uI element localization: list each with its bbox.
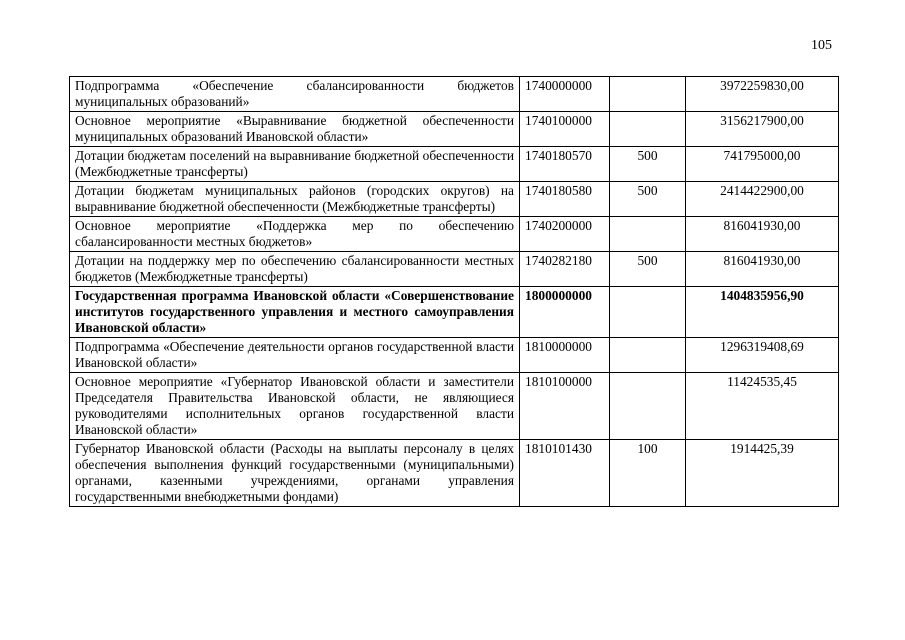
amount-cell: 3156217900,00 xyxy=(686,112,839,147)
target-code-cell: 1740100000 xyxy=(520,112,610,147)
expense-kind-cell xyxy=(610,338,686,373)
item-name-cell: Основное мероприятие «Поддержка мер по обеспечению сбалансированности местных бюджетов» xyxy=(70,217,520,252)
table-row xyxy=(70,77,839,112)
item-name-cell: Губернатор Ивановской области (Расходы на выплаты персоналу в целях обеспечения выполнения функций государственными (муниципальными) органами, казенными учреждениями, органами управления государственными внебюджетными фондами) xyxy=(70,440,520,507)
amount-cell: 2414422900,00 xyxy=(686,182,839,217)
item-name-cell: Подпрограмма «Обеспечение сбалансированности бюджетов муниципальных образований» xyxy=(70,77,520,112)
expense-kind-cell: 100 xyxy=(610,440,686,507)
target-code-cell: 1810000000 xyxy=(520,338,610,373)
expense-kind-cell xyxy=(610,373,686,440)
budget-table xyxy=(69,76,839,507)
target-code-cell: 1740200000 xyxy=(520,217,610,252)
amount-cell: 741795000,00 xyxy=(686,147,839,182)
expense-kind-cell xyxy=(610,287,686,338)
table-row xyxy=(70,373,839,440)
table-row xyxy=(70,147,839,182)
table-row xyxy=(70,112,839,147)
item-name-cell: Дотации бюджетам поселений на выравнивание бюджетной обеспеченности (Межбюджетные трансферты) xyxy=(70,147,520,182)
expense-kind-cell xyxy=(610,77,686,112)
table-row xyxy=(70,287,839,338)
item-name-cell: Основное мероприятие «Губернатор Ивановской области и заместители Председателя Правительства Ивановской области, не являющиеся руководителями исполнительных органов государственной власти Ивановской области» xyxy=(70,373,520,440)
expense-kind-cell: 500 xyxy=(610,252,686,287)
amount-cell: 816041930,00 xyxy=(686,252,839,287)
table-row xyxy=(70,182,839,217)
target-code-cell: 1740000000 xyxy=(520,77,610,112)
expense-kind-cell: 500 xyxy=(610,147,686,182)
target-code-cell: 1810101430 xyxy=(520,440,610,507)
table-row xyxy=(70,217,839,252)
target-code-cell: 1810100000 xyxy=(520,373,610,440)
target-code-cell: 1800000000 xyxy=(520,287,610,338)
table-row xyxy=(70,440,839,507)
target-code-cell: 1740180580 xyxy=(520,182,610,217)
amount-cell: 11424535,45 xyxy=(686,373,839,440)
amount-cell: 1296319408,69 xyxy=(686,338,839,373)
item-name-cell: Дотации бюджетам муниципальных районов (городских округов) на выравнивание бюджетной обеспеченности (Межбюджетные трансферты) xyxy=(70,182,520,217)
amount-cell: 3972259830,00 xyxy=(686,77,839,112)
amount-cell: 1914425,39 xyxy=(686,440,839,507)
item-name-cell: Подпрограмма «Обеспечение деятельности органов государственной власти Ивановской области» xyxy=(70,338,520,373)
target-code-cell: 1740180570 xyxy=(520,147,610,182)
page-number: 105 xyxy=(811,38,832,53)
table-row xyxy=(70,338,839,373)
budget-table-body xyxy=(70,77,839,507)
expense-kind-cell xyxy=(610,217,686,252)
table-row xyxy=(70,252,839,287)
expense-kind-cell: 500 xyxy=(610,182,686,217)
item-name-cell: Дотации на поддержку мер по обеспечению сбалансированности местных бюджетов (Межбюджетные трансферты) xyxy=(70,252,520,287)
amount-cell: 816041930,00 xyxy=(686,217,839,252)
item-name-cell: Государственная программа Ивановской области «Совершенствование институтов государственного управления и местного самоуправления Ивановской области» xyxy=(70,287,520,338)
item-name-cell: Основное мероприятие «Выравнивание бюджетной обеспеченности муниципальных образований Ивановской области» xyxy=(70,112,520,147)
target-code-cell: 1740282180 xyxy=(520,252,610,287)
expense-kind-cell xyxy=(610,112,686,147)
amount-cell: 1404835956,90 xyxy=(686,287,839,338)
